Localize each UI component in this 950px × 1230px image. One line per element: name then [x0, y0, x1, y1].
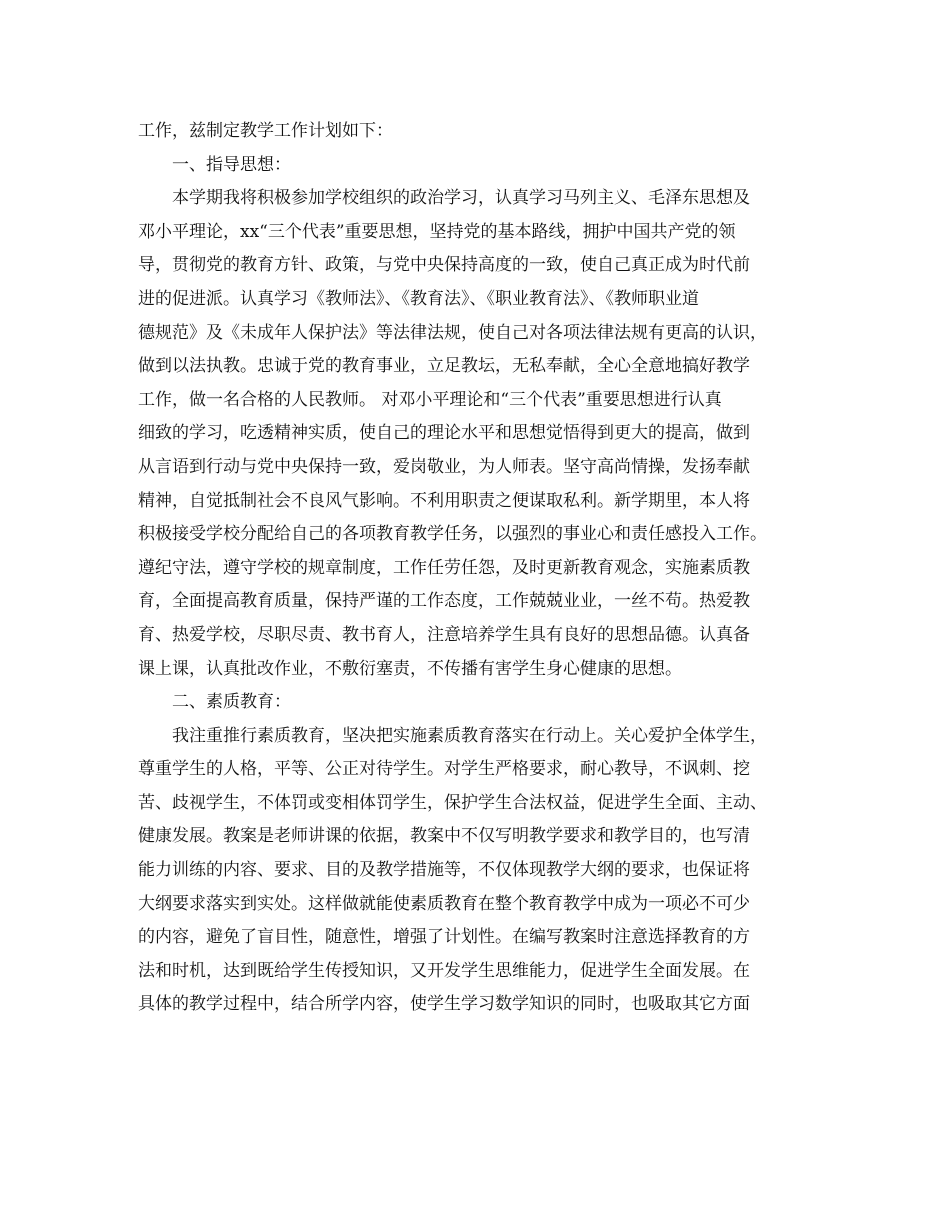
text-line: 具体的教学过程中，结合所学内容，使学生学习数学知识的同时，也吸取其它方面	[138, 994, 750, 1015]
text-line: 精神，自觉抵制社会不良风气影响。不利用职责之便谋取私利。新学期里，本人将	[138, 490, 750, 511]
text-line: 一、指导思想：	[172, 154, 291, 175]
text-line: 苦、歧视学生，不体罚或变相体罚学生，保护学生合法权益，促进学生全面、主动、	[138, 792, 767, 813]
text-line: 邓小平理论，xx“三个代表”重要思想，坚持党的基本路线，拥护中国共产党的领	[138, 221, 736, 242]
document-body	[138, 115, 822, 1022]
text-line: 做到以法执教。忠诚于党的教育事业，立足教坛，无私奉献，全心全意地搞好教学	[138, 356, 750, 377]
text-line: 工作，兹制定教学工作计划如下：	[138, 121, 393, 141]
text-line: 课上课，认真批改作业，不敷衍塞责，不传播有害学生身心健康的思想。	[138, 658, 682, 679]
text-line: 工作，做一名合格的人民教师。 对邓小平理论和“三个代表”重要思想进行认真	[138, 389, 722, 410]
text-line: 德规范》及《未成年人保护法》等法律法规，使自己对各项法律法规有更高的认识，	[138, 322, 767, 343]
text-line: 进的促进派。认真学习《教师法》、《教育法》、《职业教育法》、《教师职业道	[138, 288, 699, 309]
text-line: 积极接受学校分配给自己的各项教育教学任务，以强烈的事业心和责任感投入工作。	[138, 524, 767, 545]
text-line: 细致的学习，吃透精神实质，使自己的理论水平和思想觉悟得到更大的提高，做到	[138, 423, 750, 444]
text-line: 我注重推行素质教育，坚决把实施素质教育落实在行动上。关心爱护全体学生，	[172, 725, 767, 746]
text-line: 育、热爱学校，尽职尽责、教书育人，注意培养学生具有良好的思想品德。认真备	[138, 624, 750, 645]
text-line: 法和时机，达到既给学生传授知识，又开发学生思维能力，促进学生全面发展。在	[138, 960, 750, 981]
text-line: 的内容，避免了盲目性，随意性，增强了计划性。在编写教案时注意选择教育的方	[138, 927, 750, 948]
text-line: 健康发展。教案是老师讲课的依据，教案中不仅写明教学要求和教学目的，也写清	[138, 826, 750, 847]
text-line: 导，贯彻党的教育方针、政策，与党中央保持高度的一致，使自己真正成为时代前	[138, 255, 750, 276]
text-line: 遵纪守法，遵守学校的规章制度，工作任劳任怨，及时更新教育观念，实施素质教	[138, 557, 750, 578]
text-line: 本学期我将积极参加学校组织的政治学习，认真学习马列主义、毛泽东思想及	[172, 188, 750, 209]
text-line: 从言语到行动与党中央保持一致，爱岗敬业，为人师表。坚守高尚情操，发扬奉献	[138, 456, 750, 477]
text-line: 大纲要求落实到实处。这样做就能使素质教育在整个教育教学中成为一项必不可少	[138, 893, 750, 914]
text-line: 育，全面提高教育质量，保持严谨的工作态度，工作兢兢业业，一丝不苟。热爱教	[138, 591, 750, 612]
text-line: 二、素质教育：	[172, 692, 291, 713]
text-line: 尊重学生的人格，平等、公正对待学生。对学生严格要求，耐心教导，不讽刺、挖	[138, 759, 750, 780]
text-line: 能力训练的内容、要求、目的及教学措施等，不仅体现教学大纲的要求，也保证将	[138, 860, 750, 881]
